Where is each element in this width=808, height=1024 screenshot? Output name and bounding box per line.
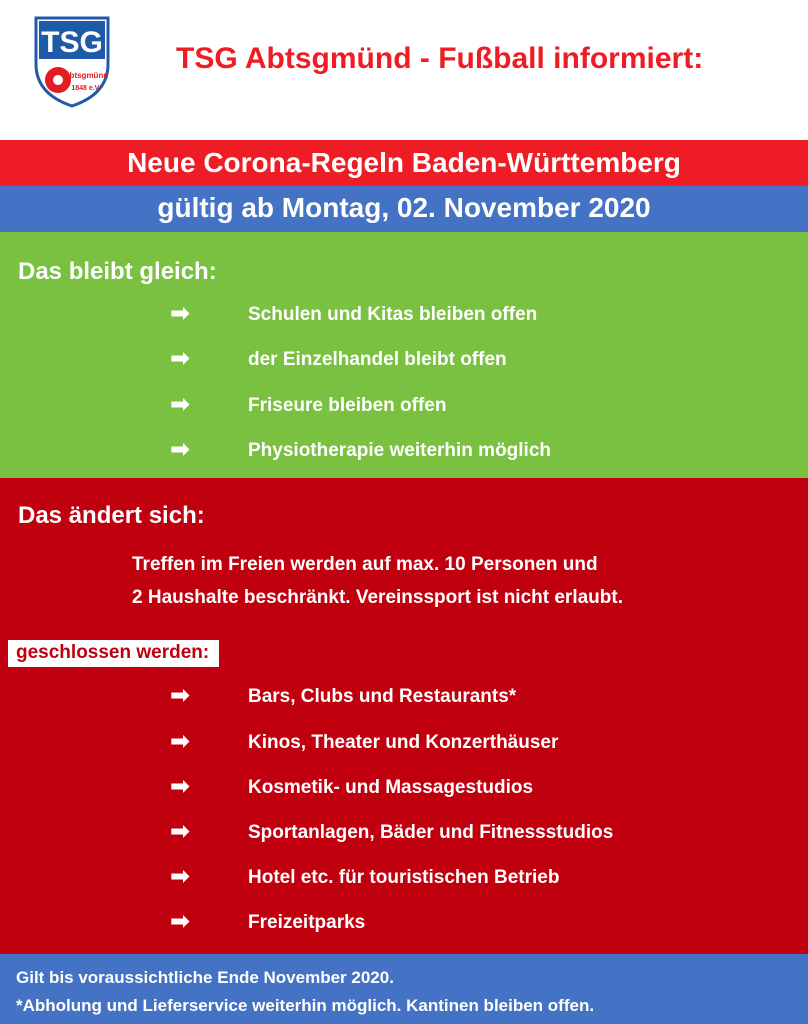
right-arrow-icon: ➡	[170, 818, 191, 845]
header	[0, 0, 808, 140]
list-item: ➡ Bars, Clubs und Restaurants*	[170, 682, 517, 709]
right-arrow-icon: ➡	[170, 436, 191, 463]
footer	[0, 954, 808, 1024]
right-arrow-icon: ➡	[170, 345, 191, 372]
footer-validity-note: Gilt bis voraussichtliche Ende November 2020.	[16, 968, 394, 987]
right-arrow-icon: ➡	[170, 682, 191, 709]
list-item: ➡ Sportanlagen, Bäder und Fitnessstudios	[170, 818, 614, 845]
unchanged-heading: Das bleibt gleich:	[18, 258, 217, 285]
logo-subtext-2: 1848 e.V.	[71, 85, 101, 92]
club-title: TSG Abtsgmünd - Fußball informiert:	[176, 42, 704, 75]
headline-banner: Neue Corona-Regeln Baden-Württemberg	[0, 140, 808, 186]
list-item: ➡ Hotel etc. für touristischen Betrieb	[170, 863, 560, 890]
right-arrow-icon: ➡	[170, 391, 191, 418]
list-item: ➡ Kosmetik- und Massagestudios	[170, 773, 534, 800]
changes-description: Treffen im Freien werden auf max. 10 Personen und 2 Haushalte beschränkt. Vereinssport ist nicht erlaubt.	[132, 554, 623, 608]
right-arrow-icon: ➡	[170, 863, 191, 890]
club-logo	[30, 14, 114, 108]
right-arrow-icon: ➡	[170, 773, 191, 800]
list-item: ➡ Physiotherapie weiterhin möglich	[170, 436, 552, 463]
list-item: ➡ Kinos, Theater und Konzerthäuser	[170, 728, 559, 755]
changes-heading: Das ändert sich:	[18, 502, 205, 529]
list-item: ➡ Friseure bleiben offen	[170, 391, 447, 418]
right-arrow-icon: ➡	[170, 908, 191, 935]
right-arrow-icon: ➡	[170, 728, 191, 755]
list-item: ➡ Schulen und Kitas bleiben offen	[170, 300, 538, 327]
unchanged-section	[0, 232, 808, 478]
footer-footnote: *Abholung und Lieferservice weiterhin möglich. Kantinen bleiben offen.	[16, 996, 595, 1015]
logo-subtext-1: Abtsgmünd	[63, 71, 109, 80]
changes-section	[0, 478, 808, 954]
closed-label: geschlossen werden:	[8, 640, 219, 667]
validity-banner: gültig ab Montag, 02. November 2020	[0, 186, 808, 232]
logo-text: TSG	[41, 26, 103, 59]
list-item: ➡ Freizeitparks	[170, 908, 366, 935]
list-item: ➡ der Einzelhandel bleibt offen	[170, 345, 507, 372]
right-arrow-icon: ➡	[170, 300, 191, 327]
